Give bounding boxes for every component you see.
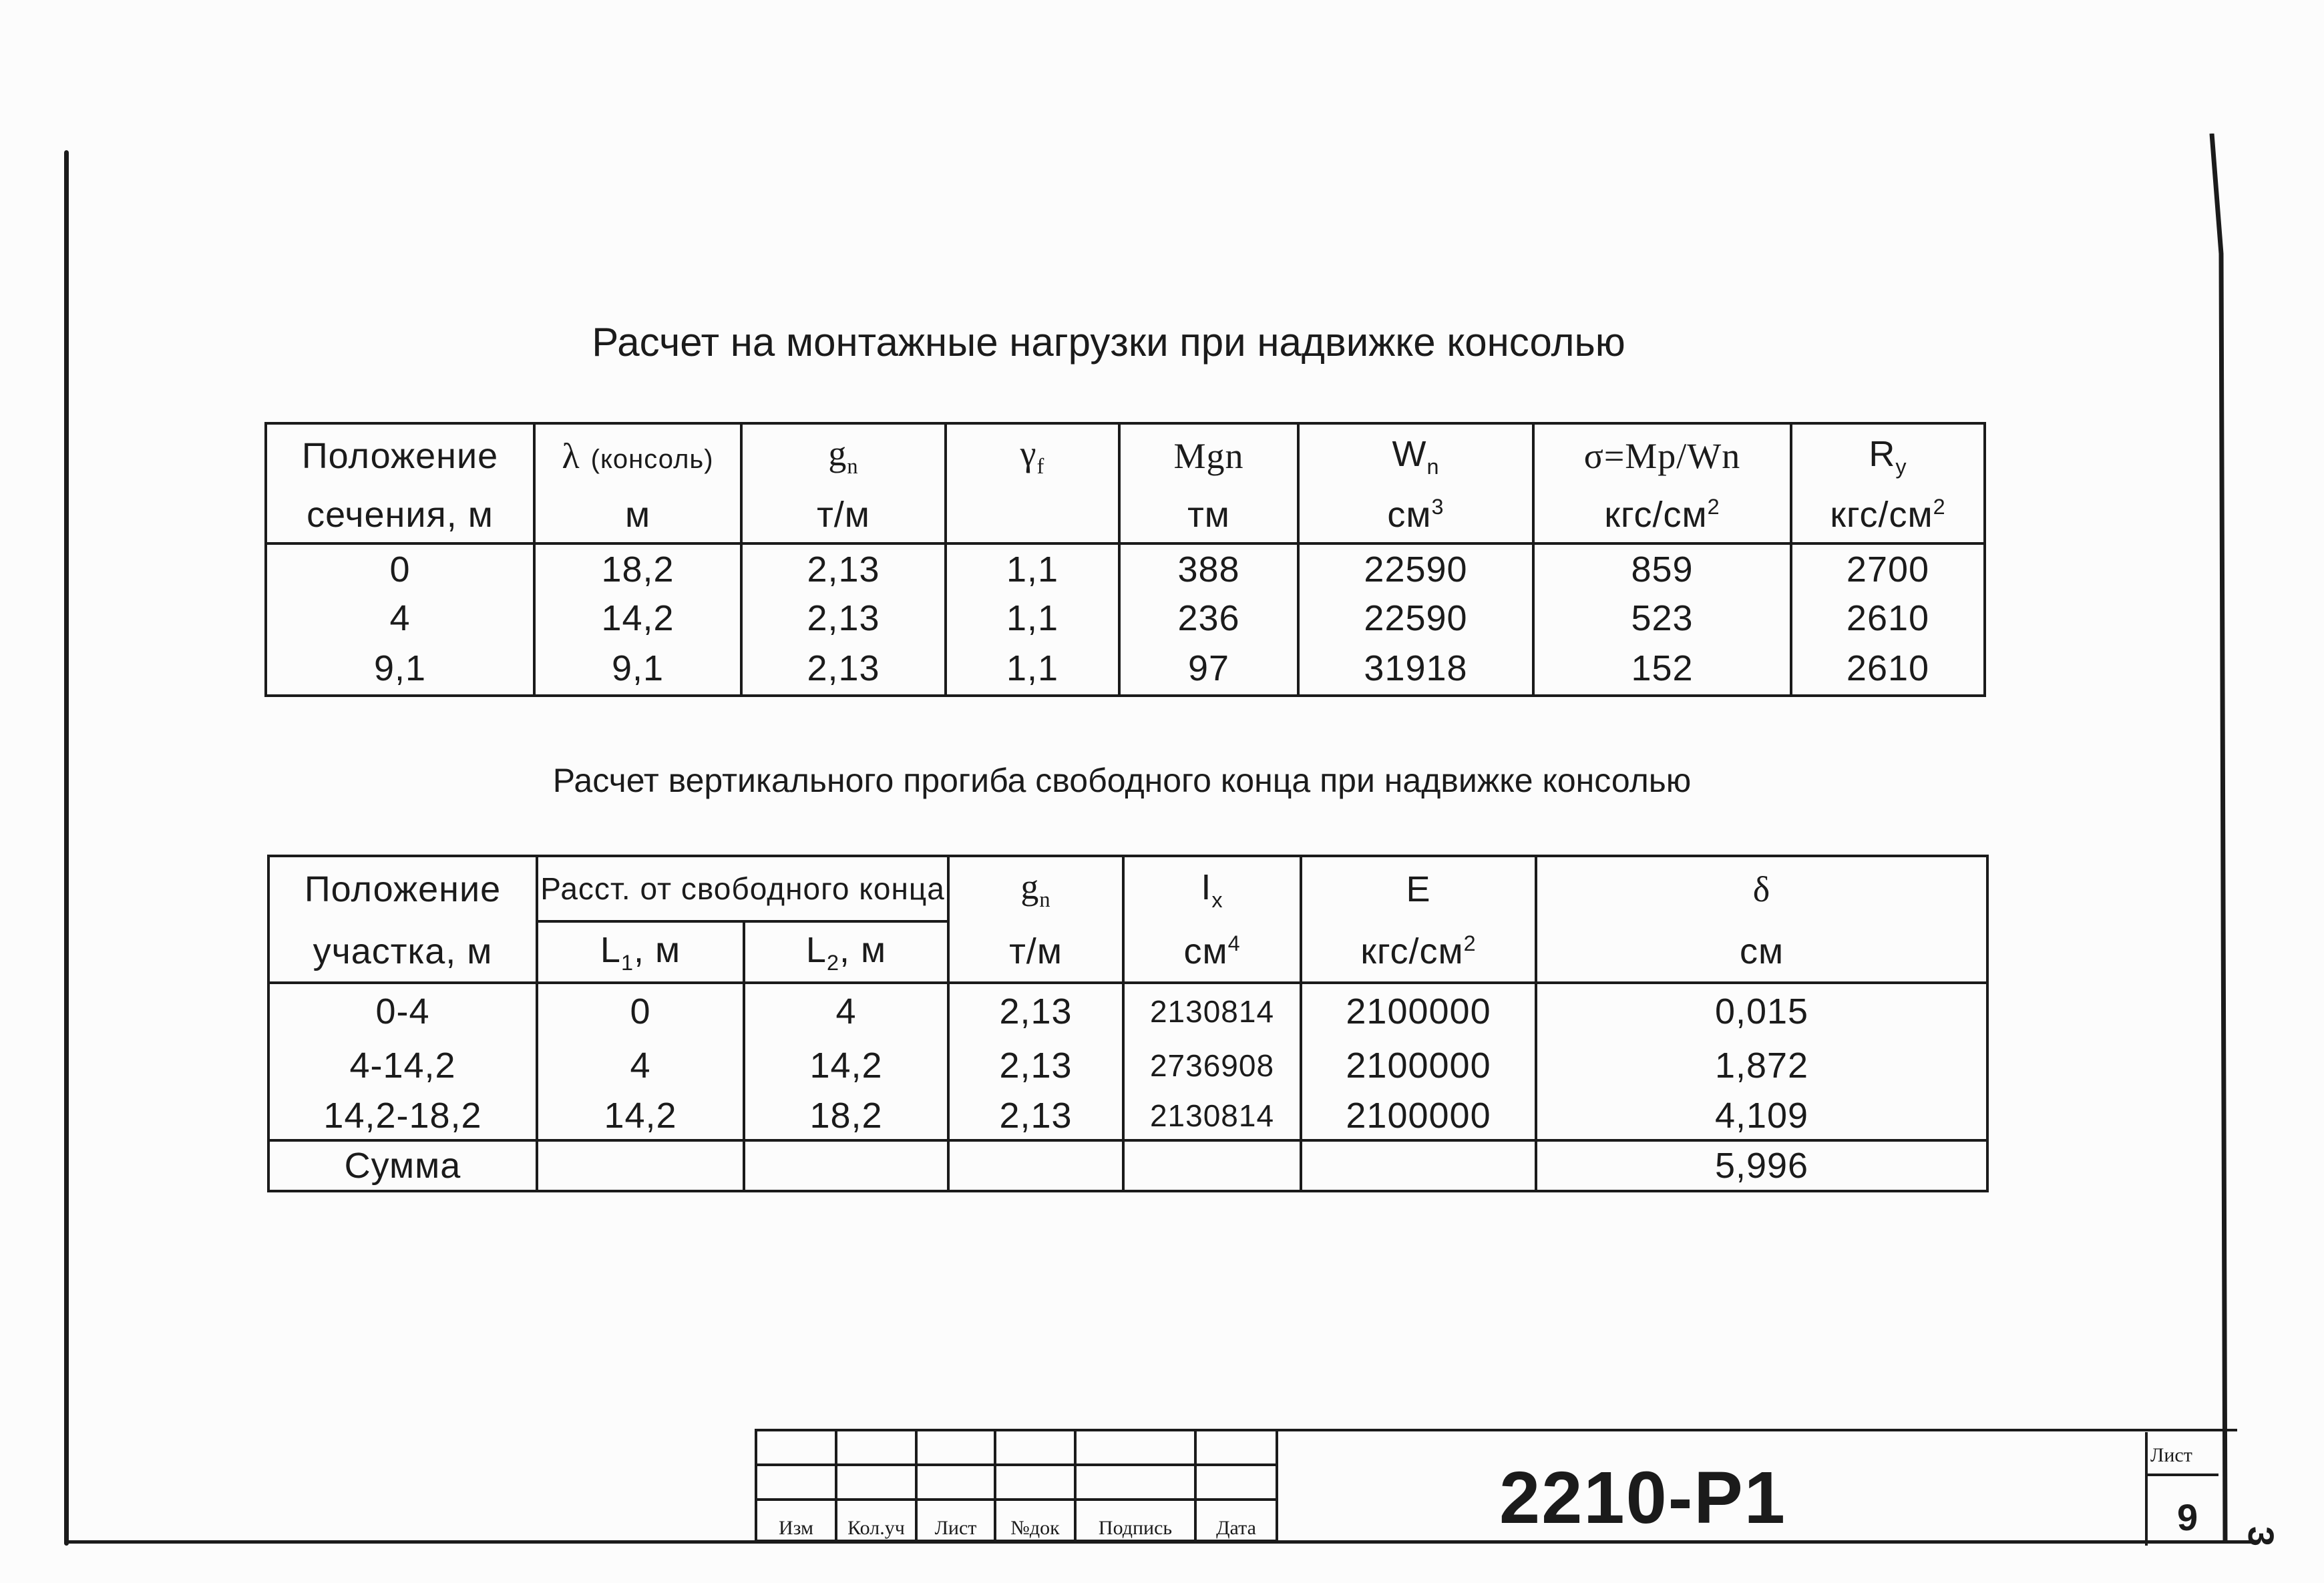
gn-sub: n: [847, 454, 859, 479]
header-mgn: Mgn: [1119, 423, 1298, 487]
wn-symbol: W: [1392, 433, 1427, 474]
cell: 1,1: [946, 543, 1119, 594]
gamma-sub: f: [1036, 454, 1045, 479]
cell: [537, 1140, 744, 1191]
table2-title: Расчет вертикального прогиба свободного конца при надвижке консолью: [552, 762, 1692, 799]
cell: 4: [537, 1039, 744, 1092]
frame-left-border: [64, 150, 69, 1546]
cell: 859: [1533, 543, 1791, 594]
cell: 97: [1119, 642, 1298, 696]
cell: 2,13: [948, 983, 1123, 1039]
ry-sub: y: [1895, 454, 1907, 479]
cell: 0,015: [1536, 983, 1987, 1039]
cell: 18,2: [744, 1092, 948, 1140]
cell: 18,2: [534, 543, 741, 594]
header-delta-unit: см: [1536, 921, 1987, 983]
sheet-box: [2144, 1432, 2224, 1546]
header-gn-unit: т/м: [741, 487, 946, 543]
ry-symbol: R: [1869, 433, 1896, 474]
header-lambda-unit: м: [534, 487, 741, 543]
cell: 2,13: [741, 543, 946, 594]
stamp-label: Кол.уч: [836, 1500, 916, 1541]
cell: 14,2-18,2: [268, 1092, 537, 1140]
header-segment-unit: участка, м: [268, 921, 537, 983]
cell: 0: [266, 543, 534, 594]
header-wn-unit: $см^3$: [1298, 487, 1533, 543]
cell: 4: [266, 594, 534, 642]
mounting-load-table: [264, 422, 1986, 697]
cell: 2100000: [1301, 983, 1536, 1039]
gn-symbol: g: [828, 433, 847, 474]
table-row: [266, 543, 1985, 594]
header-gn: [741, 423, 946, 487]
table-row: [268, 1092, 1987, 1140]
header-sigma-unit: кгс/$см^2$: [1533, 487, 1791, 543]
table-row: [266, 642, 1985, 696]
revision-grid: [755, 1429, 1278, 1542]
cell: [1301, 1140, 1536, 1191]
sum-label: Сумма: [268, 1140, 537, 1191]
cell: 9,1: [534, 642, 741, 696]
sum-row: [268, 1140, 1987, 1191]
cell: [744, 1140, 948, 1191]
cell: 4-14,2: [268, 1039, 537, 1092]
cell: 31918: [1298, 642, 1533, 696]
cell: 523: [1533, 594, 1791, 642]
cell: 2100000: [1301, 1092, 1536, 1140]
cell: 2700: [1791, 543, 1985, 594]
cell: 0: [537, 983, 744, 1039]
lambda-note: (консоль): [590, 445, 714, 474]
cell: 2,13: [741, 642, 946, 696]
cell: 1,1: [946, 594, 1119, 642]
header-delta: δ: [1536, 856, 1987, 921]
deflection-table: [267, 855, 1989, 1192]
header-e: E: [1301, 856, 1536, 921]
cell: 22590: [1298, 543, 1533, 594]
cell: 4,109: [1536, 1092, 1987, 1140]
header-ix: $I_x$: [1123, 856, 1301, 921]
gamma-symbol: γ: [1020, 433, 1037, 474]
cell: 1,872: [1536, 1039, 1987, 1092]
header-e-unit: кгс/$см^2$: [1301, 921, 1536, 983]
frame-right-border: [2208, 134, 2232, 1542]
header-segment-position: Положение: [268, 856, 537, 921]
cell: 0-4: [268, 983, 537, 1039]
cell: 2130814: [1123, 1092, 1301, 1140]
cell: 388: [1119, 543, 1298, 594]
cell: 152: [1533, 642, 1791, 696]
sum-value: 5,996: [1536, 1140, 1987, 1191]
cell: 22590: [1298, 594, 1533, 642]
table-row: [266, 594, 1985, 642]
stamp-label: №док: [995, 1500, 1075, 1541]
cell: 14,2: [534, 594, 741, 642]
cell: [1123, 1140, 1301, 1191]
header-section-position: Положение: [266, 423, 534, 487]
document-code: 2210-Р1: [1499, 1457, 1786, 1539]
wn-sub: n: [1426, 454, 1440, 479]
header-lambda: [534, 423, 741, 487]
header-section-unit: сечения, м: [266, 487, 534, 543]
header-gn: $g_n$: [948, 856, 1123, 921]
cell: 2100000: [1301, 1039, 1536, 1092]
header-ix-unit: $см^4$: [1123, 921, 1301, 983]
header-mgn-unit: тм: [1119, 487, 1298, 543]
header-sigma: σ=Mp/Wn: [1533, 423, 1791, 487]
stamp-label: Подпись: [1075, 1500, 1195, 1541]
cell: 2130814: [1123, 983, 1301, 1039]
cell: 14,2: [537, 1092, 744, 1140]
table-row: [268, 1039, 1987, 1092]
title-block: [755, 1429, 2237, 1542]
cell: 2610: [1791, 642, 1985, 696]
cell: [948, 1140, 1123, 1191]
stamp-label: Дата: [1195, 1500, 1277, 1541]
sheet-number: 9: [2177, 1496, 2198, 1538]
header-distance: Расст. от свободного конца: [537, 856, 948, 921]
cell: 2,13: [741, 594, 946, 642]
header-gn-unit: т/м: [948, 921, 1123, 983]
cell: 2,13: [948, 1092, 1123, 1140]
cell: 2,13: [948, 1039, 1123, 1092]
table-row: [268, 983, 1987, 1039]
header-ry-unit: кгс/$см^2$: [1791, 487, 1985, 543]
header-l1: $L_1$, м: [537, 921, 744, 983]
table1-title: Расчет на монтажные нагрузки при надвижке консолью: [592, 320, 1625, 365]
cell: 2736908: [1123, 1039, 1301, 1092]
cell: 1,1: [946, 642, 1119, 696]
header-wn: [1298, 423, 1533, 487]
cell: 236: [1119, 594, 1298, 642]
stamp-label: Изм: [756, 1500, 836, 1541]
header-gamma-unit: [946, 487, 1119, 543]
lambda-symbol: λ: [562, 436, 580, 476]
cell: 2610: [1791, 594, 1985, 642]
stamp-top-line: [1276, 1429, 2237, 1431]
header-l2: $L_2$, м: [744, 921, 948, 983]
header-ry: [1791, 423, 1985, 487]
cell: 9,1: [266, 642, 534, 696]
corner-mark: 3: [2241, 1526, 2281, 1547]
cell: 14,2: [744, 1039, 948, 1092]
header-gamma-f: [946, 423, 1119, 487]
cell: 4: [744, 983, 948, 1039]
sheet-label: Лист: [2150, 1444, 2192, 1466]
stamp-label: Лист: [916, 1500, 995, 1541]
